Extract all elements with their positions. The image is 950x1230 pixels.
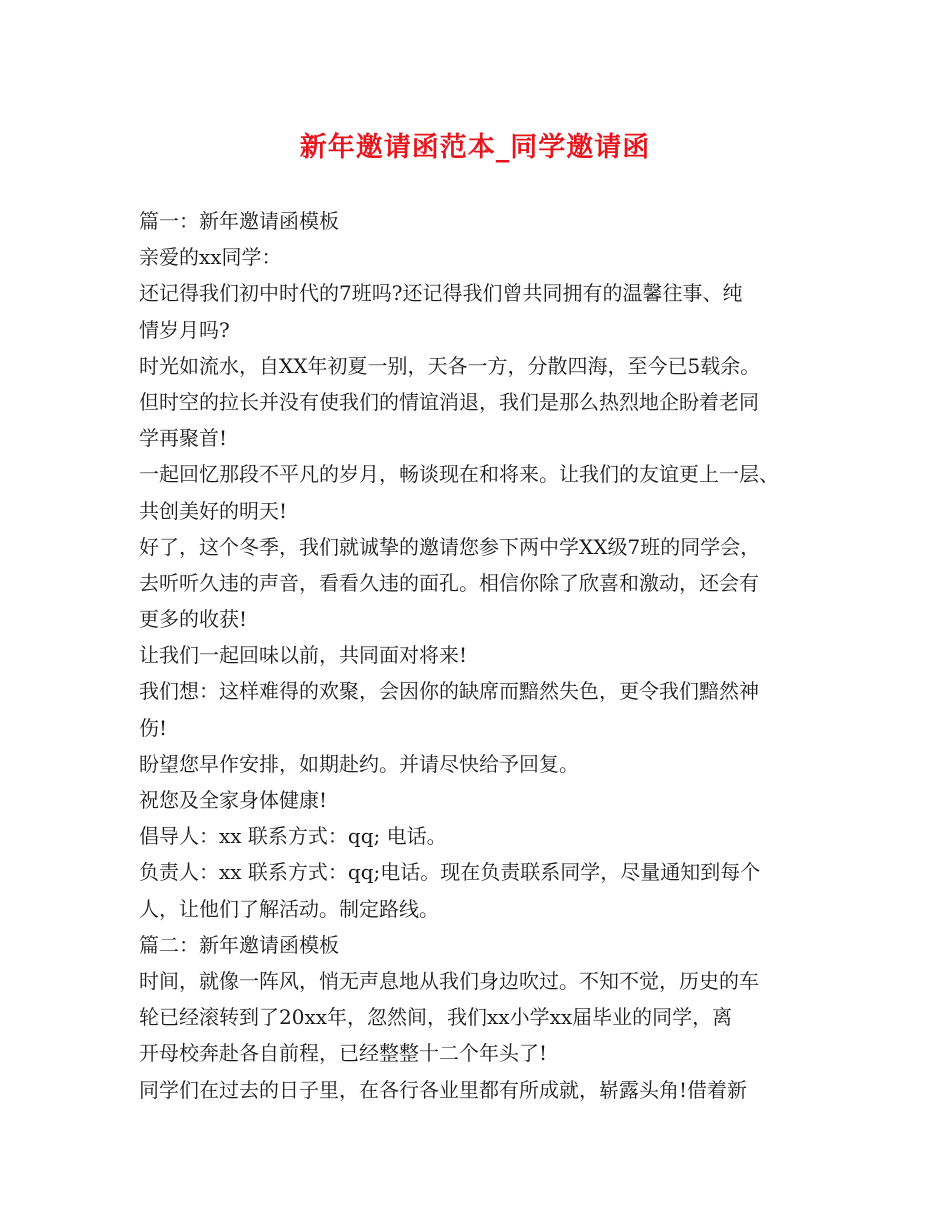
text-line: 去听听久违的声音，看看久违的面孔。相信你除了欣喜和激动，还会有 [139, 570, 759, 595]
text-line: 倡导人：xx 联系方式：qq; 电话。 [139, 824, 447, 849]
text-line: 盼望您早作安排，如期赴约。并请尽快给予回复。 [139, 751, 579, 776]
text-line: 轮已经滚转到了20xx年，忽然间，我们xx小学xx届毕业的同学，离 [139, 1005, 733, 1030]
text-line: 一起回忆那段不平凡的岁月，畅谈现在和将来。让我们的友谊更上一层、 [139, 462, 779, 487]
text-line: 时光如流水，自XX年初夏一别，天各一方，分散四海，至今已5载余。 [139, 353, 761, 378]
text-line: 共创美好的明天! [139, 498, 288, 523]
text-line: 学再聚首! [139, 426, 228, 451]
text-line: 负责人：xx 联系方式：qq;电话。现在负责联系同学，尽量通知到每个 [139, 860, 761, 885]
text-line: 还记得我们初中时代的7班吗?还记得我们曾共同拥有的温馨往事、纯 [139, 281, 743, 306]
text-line: 开母校奔赴各自前程，已经整整十二个年头了! [139, 1041, 548, 1066]
text-line: 篇二：新年邀请函模板 [139, 932, 339, 957]
text-line: 让我们一起回味以前，共同面对将来! [139, 643, 468, 668]
text-line: 情岁月吗? [139, 317, 230, 342]
document-title: 新年邀请函范本_同学邀请函 [299, 132, 651, 163]
text-line: 同学们在过去的日子里，在各行各业里都有所成就，崭露头角!借着新 [139, 1077, 748, 1102]
text-line: 亲爱的xx同学： [139, 245, 282, 270]
text-line: 好了，这个冬季，我们就诚挚的邀请您参下两中学XX级7班的同学会， [139, 534, 761, 559]
document-body [139, 203, 829, 1108]
text-line: 伤! [139, 715, 168, 740]
text-line: 篇一：新年邀请函模板 [139, 209, 339, 233]
text-line: 更多的收获! [139, 607, 248, 632]
text-line: 人，让他们了解活动。制定路线。 [139, 896, 439, 921]
text-line: 但时空的拉长并没有使我们的情谊消退，我们是那么热烈地企盼着老同 [139, 389, 759, 414]
text-line: 我们想：这样难得的欢聚，会因你的缺席而黯然失色，更令我们黯然神 [139, 679, 759, 704]
text-line: 祝您及全家身体健康! [139, 788, 328, 812]
text-line: 时间，就像一阵风，悄无声息地从我们身边吹过。不知不觉，历史的车 [139, 968, 759, 993]
